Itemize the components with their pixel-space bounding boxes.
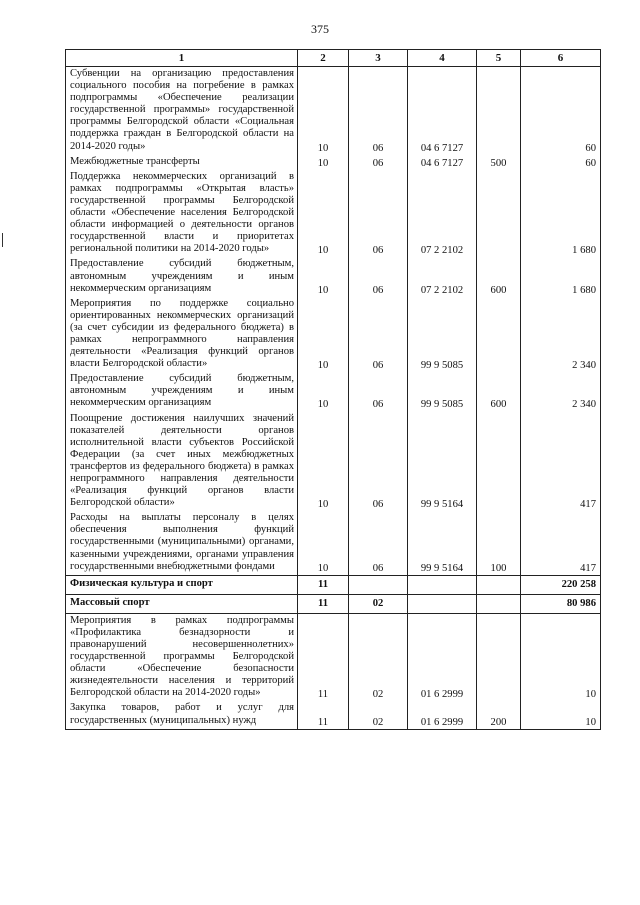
row-name: Предоставление субсидий бюджетным, автономным учреждениям и иным некоммерческим организациям — [66, 257, 298, 296]
row-target-code — [408, 575, 477, 594]
table-row — [66, 297, 601, 373]
row-target-code: 04 6 7127 — [408, 155, 477, 170]
row-name: Субвенции на организацию предоставления социального пособия на погребение в рамках подпрограммы «Обеспечение реализации государственной программы» государственной программы Белгородской области «Социальная поддержка граждан в Белгородской области на 2014-2020 годы» — [66, 67, 298, 155]
row-subsection-code: 06 — [349, 155, 408, 170]
row-subsection-code: 02 — [349, 594, 408, 613]
row-name: Закупка товаров, работ и услуг для государственных (муниципальных) нужд — [66, 701, 298, 729]
column-header-1: 1 — [66, 50, 298, 67]
table-row — [66, 701, 601, 729]
row-section-code: 11 — [298, 594, 349, 613]
row-expense-type — [477, 575, 521, 594]
row-section-code: 10 — [298, 412, 349, 512]
row-expense-type: 600 — [477, 257, 521, 296]
row-section-code: 10 — [298, 511, 349, 575]
table-row — [66, 170, 601, 258]
row-target-code: 04 6 7127 — [408, 67, 477, 155]
row-name: Массовый спорт — [66, 594, 298, 613]
row-subsection-code: 06 — [349, 67, 408, 155]
row-name: Мероприятия по поддержке социально ориентированных некоммерческих организаций (за счет субсидии из федерального бюджета) в рамках непрограммного направления деятельности «Реализация функций органов власти Белгородской области» — [66, 297, 298, 373]
row-name: Межбюджетные трансферты — [66, 155, 298, 170]
row-target-code: 99 9 5085 — [408, 372, 477, 411]
row-name: Предоставление субсидий бюджетным, автономным учреждениям и иным некоммерческим организациям — [66, 372, 298, 411]
table-row — [66, 67, 601, 155]
row-amount: 80 986 — [521, 594, 601, 613]
row-expense-type — [477, 297, 521, 373]
row-amount: 10 — [521, 613, 601, 701]
row-target-code: 99 9 5085 — [408, 297, 477, 373]
row-amount: 10 — [521, 701, 601, 729]
row-name: Поощрение достижения наилучших значений показателей деятельности органов исполнительной власти субъектов Российской Федерации (за счет иных межбюджетных трансфертов из федерального бюджета) в рамках непрограммного направления деятельности «Реализация функций органов власти Белгородской области» — [66, 412, 298, 512]
row-section-code: 10 — [298, 155, 349, 170]
column-header-6: 6 — [521, 50, 601, 67]
row-target-code: 07 2 2102 — [408, 170, 477, 258]
row-amount: 1 680 — [521, 170, 601, 258]
table-row — [66, 257, 601, 296]
row-expense-type — [477, 170, 521, 258]
row-section-code: 11 — [298, 613, 349, 701]
row-amount: 1 680 — [521, 257, 601, 296]
row-amount: 220 258 — [521, 575, 601, 594]
column-header-3: 3 — [349, 50, 408, 67]
row-amount: 2 340 — [521, 297, 601, 373]
row-expense-type — [477, 594, 521, 613]
row-amount: 60 — [521, 67, 601, 155]
row-subsection-code: 02 — [349, 701, 408, 729]
table-body — [66, 67, 601, 730]
row-subsection-code: 06 — [349, 412, 408, 512]
budget-table — [65, 49, 601, 730]
table-row — [66, 155, 601, 170]
row-amount: 417 — [521, 412, 601, 512]
row-expense-type — [477, 412, 521, 512]
table-row — [66, 412, 601, 512]
row-section-code: 10 — [298, 67, 349, 155]
row-name: Мероприятия в рамках подпрограммы «Профилактика безнадзорности и правонарушений несовершеннолетних» государственной программы Белгородской области «Обеспечение безопасности жизнедеятельности населения и территорий Белгородской области на 2014-2020 годы» — [66, 613, 298, 701]
row-target-code: 99 9 5164 — [408, 412, 477, 512]
table-row — [66, 372, 601, 411]
row-section-code: 11 — [298, 701, 349, 729]
row-target-code: 01 6 2999 — [408, 613, 477, 701]
row-expense-type — [477, 67, 521, 155]
row-subsection-code: 06 — [349, 257, 408, 296]
row-subsection-code: 06 — [349, 170, 408, 258]
page-number: 375 — [311, 22, 329, 36]
row-name: Поддержка некоммерческих организаций в рамках подпрограммы «Открытая власть» государственной программы Белгородской области «Обеспечение населения Белгородской области информацией о деятельности органов государственной власти и приоритетах региональной политики на 2014-2020 годы» — [66, 170, 298, 258]
column-header-2: 2 — [298, 50, 349, 67]
scan-edge-mark — [2, 233, 3, 247]
row-subsection-code: 02 — [349, 613, 408, 701]
table-row — [66, 511, 601, 575]
column-header-5: 5 — [477, 50, 521, 67]
row-subsection-code: 06 — [349, 372, 408, 411]
row-section-code: 10 — [298, 372, 349, 411]
section-row — [66, 594, 601, 613]
row-expense-type — [477, 613, 521, 701]
row-amount: 2 340 — [521, 372, 601, 411]
table-row — [66, 613, 601, 701]
row-amount: 417 — [521, 511, 601, 575]
row-section-code: 10 — [298, 257, 349, 296]
table-header-row — [66, 50, 601, 67]
row-subsection-code — [349, 575, 408, 594]
row-section-code: 10 — [298, 170, 349, 258]
row-target-code: 07 2 2102 — [408, 257, 477, 296]
row-amount: 60 — [521, 155, 601, 170]
row-target-code: 99 9 5164 — [408, 511, 477, 575]
row-subsection-code: 06 — [349, 297, 408, 373]
column-header-4: 4 — [408, 50, 477, 67]
row-section-code: 11 — [298, 575, 349, 594]
row-expense-type: 100 — [477, 511, 521, 575]
row-target-code — [408, 594, 477, 613]
row-target-code: 01 6 2999 — [408, 701, 477, 729]
row-expense-type: 500 — [477, 155, 521, 170]
row-name: Физическая культура и спорт — [66, 575, 298, 594]
row-subsection-code: 06 — [349, 511, 408, 575]
row-section-code: 10 — [298, 297, 349, 373]
row-expense-type: 600 — [477, 372, 521, 411]
row-name: Расходы на выплаты персоналу в целях обеспечения выполнения функций государственными (муниципальными) органами, казенными учреждениями, органами управления государственными внебюджетными фондами — [66, 511, 298, 575]
row-expense-type: 200 — [477, 701, 521, 729]
section-row — [66, 575, 601, 594]
